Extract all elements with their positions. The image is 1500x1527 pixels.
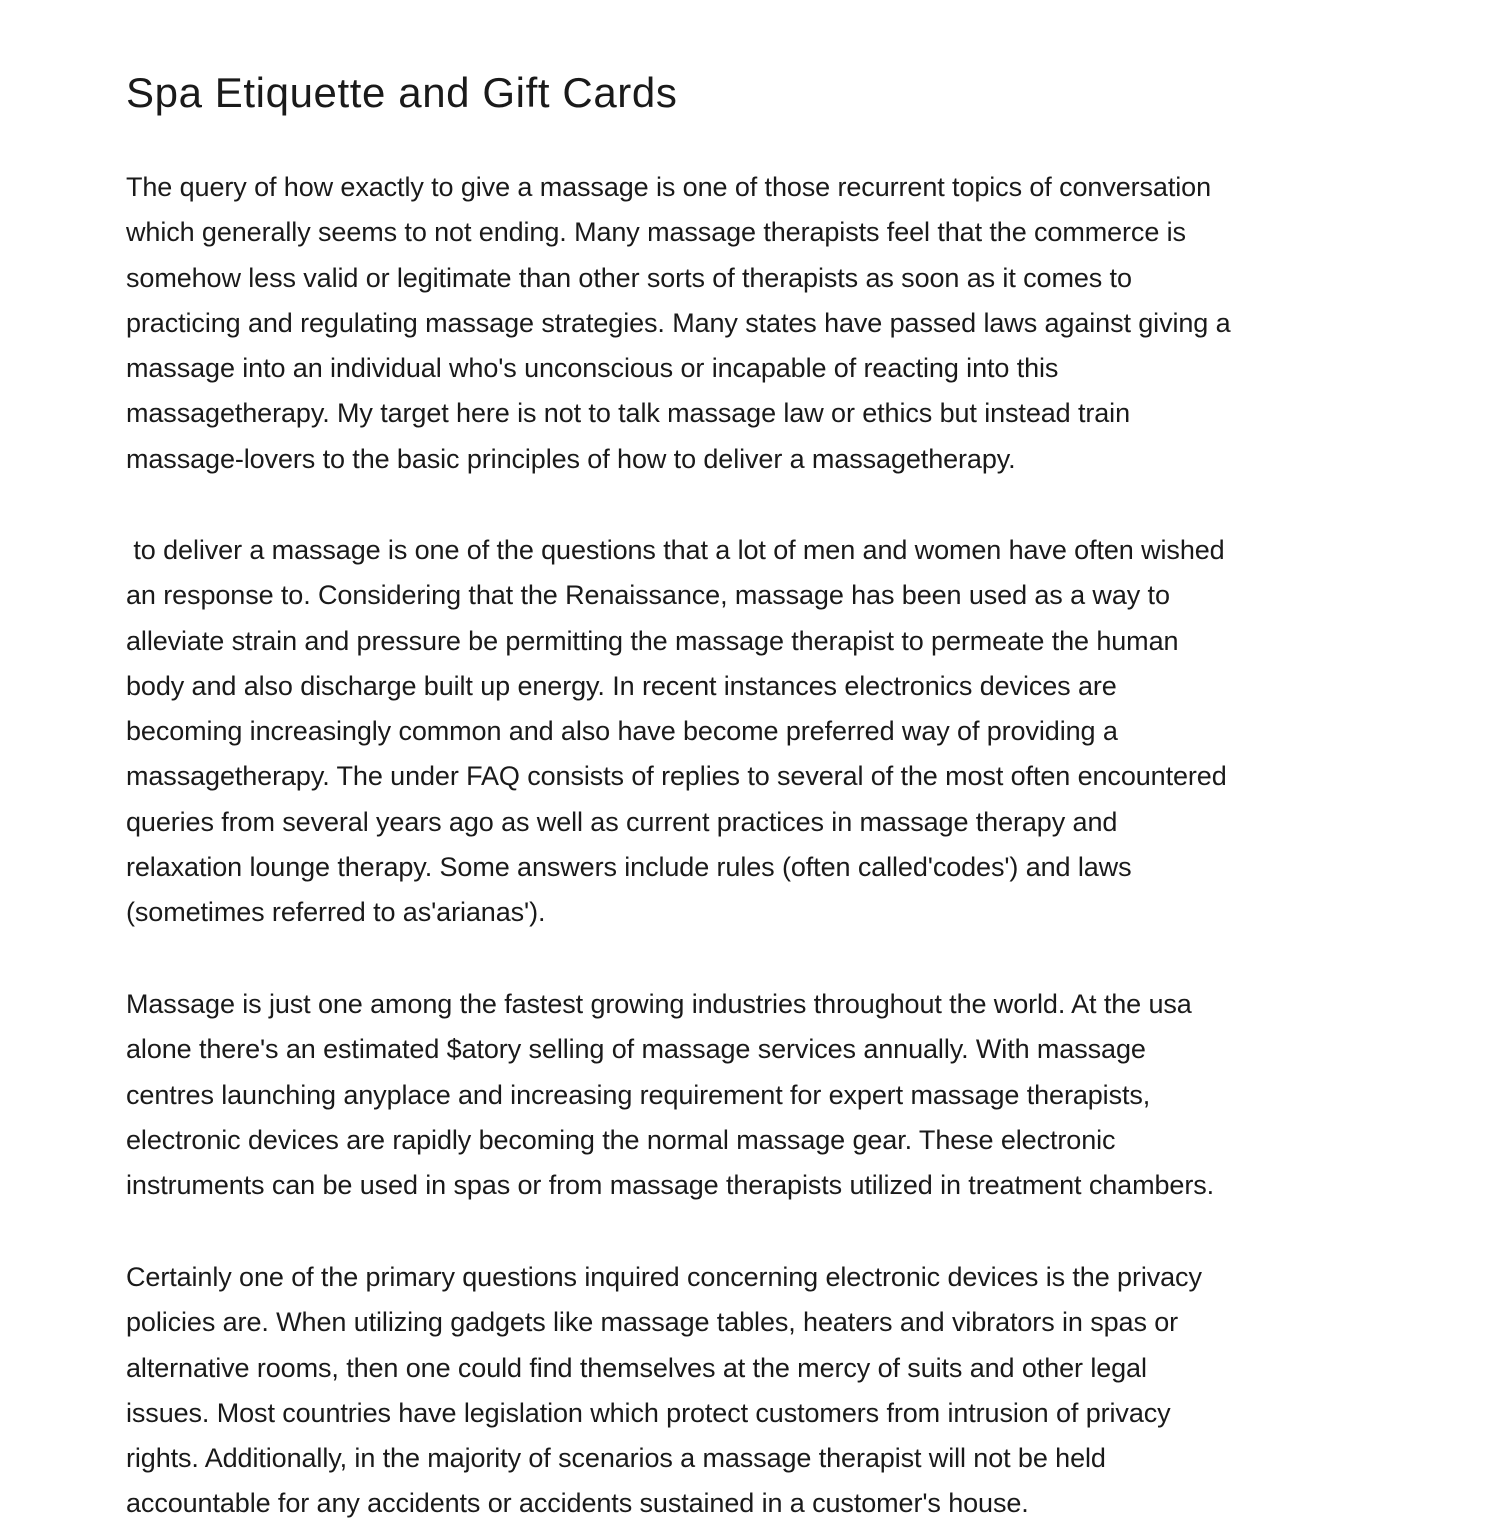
- text-line: Certainly one of the primary questions inquired concerning electronic devices is the privacy: [126, 1262, 1202, 1292]
- text-line: massagetherapy. The under FAQ consists of replies to several of the most often encountered: [126, 761, 1227, 792]
- text-line: instruments can be used in spas or from massage therapists utilized in treatment chambers.: [126, 1170, 1215, 1201]
- text-line: The query of how exactly to give a massage is one of those recurrent topics of conversation: [126, 172, 1211, 202]
- text-line: body and also discharge built up energy. In recent instances electronics devices are: [126, 670, 1117, 701]
- text-line: alleviate strain and pressure be permitting the massage therapist to permeate the human: [126, 625, 1179, 656]
- text-line: centres launching anyplace and increasing requirement for expert massage therapists,: [126, 1079, 1151, 1110]
- text-line: relaxation lounge therapy. Some answers include rules (often called'codes') and laws: [126, 852, 1132, 883]
- text-line: (sometimes referred to as'arianas').: [126, 897, 546, 928]
- text-line: queries from several years ago as well as current practices in massage therapy and: [126, 806, 1118, 837]
- text-line: an response to. Considering that the Renaissance, massage has been used as a way to: [126, 580, 1170, 611]
- text-line: to deliver a massage is one of the questions that a lot of men and women have often wished: [126, 535, 1225, 565]
- text-line: electronic devices are rapidly becoming the normal massage gear. These electronic: [126, 1124, 1116, 1155]
- document-title: Spa Etiquette and Gift Cards: [126, 69, 678, 116]
- text-line: somehow less valid or legitimate than other sorts of therapists as soon as it comes to: [126, 262, 1132, 293]
- paragraph-2: [126, 528, 1227, 936]
- text-line: practicing and regulating massage strategies. Many states have passed laws against giving a: [126, 307, 1231, 338]
- text-line: accountable for any accidents or accidents sustained in a customer's house.: [126, 1488, 1029, 1519]
- text-line: alone there's an estimated $atory selling of massage services annually. With massage: [126, 1034, 1146, 1065]
- text-line: alternative rooms, then one could find themselves at the mercy of suits and other legal: [126, 1352, 1147, 1383]
- text-line: massage into an individual who's unconscious or incapable of reacting into this: [126, 353, 1059, 384]
- paragraph-1: [126, 165, 1231, 482]
- text-line: which generally seems to not ending. Many massage therapists feel that the commerce is: [126, 217, 1186, 248]
- text-line: policies are. When utilizing gadgets like massage tables, heaters and vibrators in spas or: [126, 1307, 1179, 1338]
- text-line: massage-lovers to the basic principles of how to deliver a massagetherapy.: [126, 443, 1016, 474]
- text-line: massagetherapy. My target here is not to talk massage law or ethics but instead train: [126, 398, 1131, 429]
- text-line: becoming increasingly common and also have become preferred way of providing a: [126, 716, 1118, 747]
- paragraph-4: [126, 1255, 1202, 1527]
- text-line: issues. Most countries have legislation which protect customers from intrusion of privacy: [126, 1397, 1171, 1428]
- paragraph-3: [126, 982, 1214, 1208]
- text-line: rights. Additionally, in the majority of scenarios a massage therapist will not be held: [126, 1443, 1106, 1474]
- text-line: Massage is just one among the fastest growing industries throughout the world. At the usa: [126, 989, 1192, 1019]
